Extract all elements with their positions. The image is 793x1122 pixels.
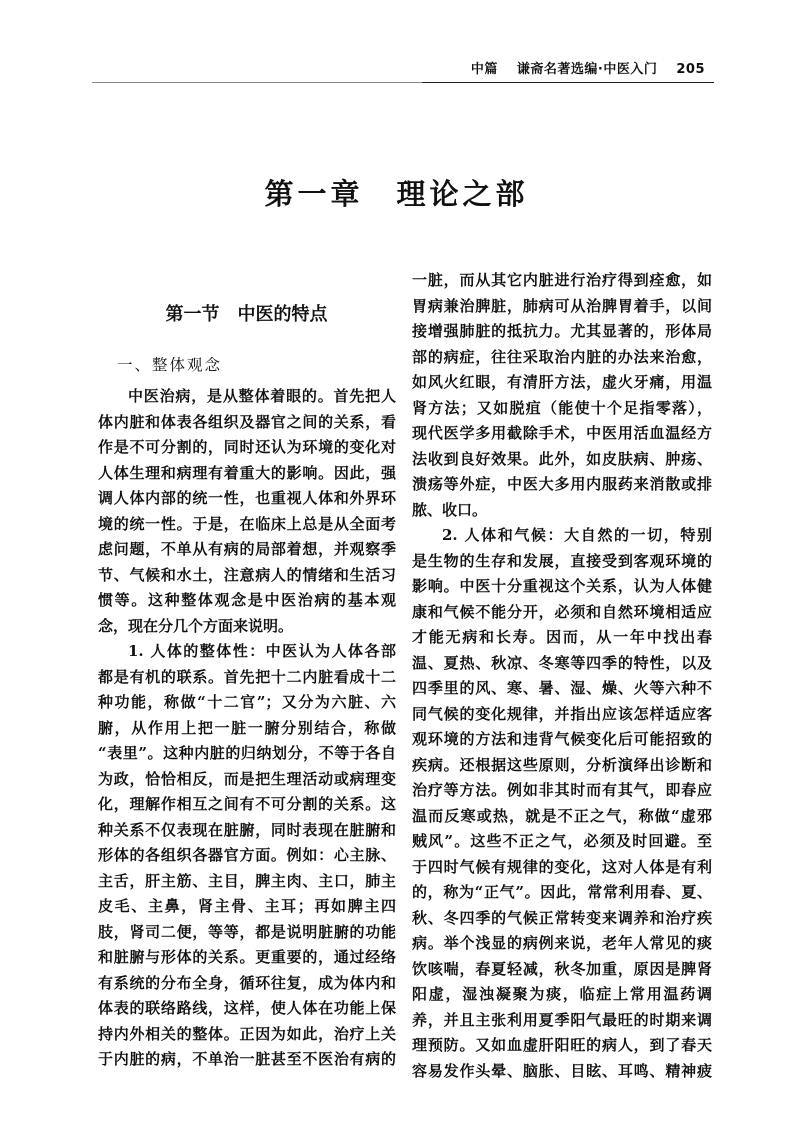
line-text: 四季里的风、寒、暑、湿、燥、火等六种不 xyxy=(412,679,712,697)
line-text: 于内脏的病，不单治一脏甚至不医治有病的 xyxy=(98,1050,396,1068)
line-text: 一脏，而从其它内脏进行治疗得到痊愈，如 xyxy=(412,271,712,289)
line-text: 影响。中医十分重视这个关系，认为人体健 xyxy=(412,577,712,595)
text-line xyxy=(98,410,396,436)
text-line xyxy=(412,1033,712,1059)
line-text: 是生物的生存和发展，直接受到客观环境的 xyxy=(412,551,712,570)
header-rule-faded xyxy=(92,82,422,83)
line-text: 脓、收口。 xyxy=(412,500,488,519)
text-line xyxy=(98,435,396,461)
line-text: 皮毛、主鼻，肾主骨、主耳；再如脾主四 xyxy=(98,897,396,915)
text-line xyxy=(412,472,712,498)
line-text: 体内脏和体表各组织及器官之间的关系，看 xyxy=(98,412,396,431)
line-text: 中医治病，是从整体着眼的。首先把人 xyxy=(128,387,396,405)
text-line xyxy=(412,625,712,651)
header-part: 中篇 xyxy=(470,62,498,77)
item-number: 2. xyxy=(442,526,465,544)
text-line xyxy=(98,1047,396,1073)
text-line xyxy=(98,894,396,920)
line-text: 观环境的方法和违背气候变化后可能招致的 xyxy=(412,730,712,748)
text-line xyxy=(98,741,396,767)
text-line xyxy=(98,690,396,716)
line-text: 境的统一性。于是，在临床上总是从全面考 xyxy=(98,514,396,533)
line-text: 持内外相关的整体。正因为如此，治疗上关 xyxy=(98,1024,396,1043)
text-line xyxy=(412,345,712,371)
text-line xyxy=(98,588,396,614)
line-text: 康和气候不能分开，必须和自然环境相适应 xyxy=(412,602,712,621)
line-text: 现代医学多用截除手术，中医用活血温经方 xyxy=(412,424,712,442)
line-text: 治疗等方法。例如非其时而有其气，即春应 xyxy=(412,781,712,799)
page-number: 205 xyxy=(676,62,705,77)
text-line xyxy=(412,982,712,1008)
text-line xyxy=(98,537,396,563)
text-line xyxy=(98,716,396,742)
line-text: 阳虚，湿浊凝聚为痰，临症上常用温药调 xyxy=(412,985,712,1003)
text-line xyxy=(412,447,712,473)
line-text: 主舌，肝主筋、主目，脾主肉、主口，肺主 xyxy=(98,871,396,890)
text-line xyxy=(412,931,712,957)
header-book-title: 谦斋名著选编·中医入门 xyxy=(516,62,658,77)
text-line xyxy=(98,512,396,538)
line-text: 和脏腑与形体的关系。更重要的，通过经络 xyxy=(98,948,396,966)
line-text: 作是不可分割的，同时还认为环境的变化对 xyxy=(98,438,396,456)
text-line xyxy=(412,523,712,549)
line-text: 虑问题，不单从有病的局部着想，并观察季 xyxy=(98,540,396,558)
line-text: 接增强肺脏的抵抗力。尤其显著的，形体局 xyxy=(412,322,712,340)
line-text: 有系统的分布全身，循环往复，成为体内和 xyxy=(98,973,396,992)
line-text: 病。举个浅显的病例来说，老年人常见的痰 xyxy=(412,934,712,952)
text-line xyxy=(412,294,712,320)
line-text: 为政，恰恰相反，而是把生理活动或病理变 xyxy=(98,769,396,788)
left-text-column xyxy=(98,384,396,1073)
line-text: 溃疡等外症，中医大多用内服药来消散或排 xyxy=(412,475,712,493)
line-text: 调人体内部的统一性，也重视人体和外界环 xyxy=(98,489,396,507)
text-line xyxy=(98,665,396,691)
line-text: 如风火红眼，有清肝方法，虚火牙痛，用温 xyxy=(412,373,712,391)
line-text: 体表的联络路线，这样，使人体在功能上保 xyxy=(98,999,396,1017)
subsection-title: 一、整体观念 xyxy=(117,356,223,374)
line-text: 同气候的变化规律，并指出应该怎样适应客 xyxy=(412,704,712,723)
text-line xyxy=(98,384,396,410)
text-line xyxy=(98,767,396,793)
text-line xyxy=(98,486,396,512)
text-line xyxy=(98,843,396,869)
line-text: 胃病兼治脾脏，肺病可从治脾胃着手，以间 xyxy=(412,296,712,315)
line-text: ：中医认为人体各部 xyxy=(249,642,396,660)
text-line xyxy=(412,370,712,396)
text-line xyxy=(412,855,712,881)
text-line xyxy=(412,829,712,855)
text-line xyxy=(412,498,712,524)
line-text: 容易发作头晕、脑胀、目眩、耳鸣、精神疲 xyxy=(412,1061,712,1080)
text-line xyxy=(412,753,712,779)
line-text: 人体生理和病理有着重大的影响。因此，强 xyxy=(98,463,396,482)
line-text: 饮咳喘，春夏轻减，秋冬加重，原因是脾肾 xyxy=(412,959,712,978)
text-line xyxy=(412,1008,712,1034)
text-line xyxy=(412,651,712,677)
line-text: 化，理解作相互之间有不可分割的关系。这 xyxy=(98,795,396,813)
text-line xyxy=(412,1059,712,1085)
text-line xyxy=(412,268,712,294)
line-text: 部的病症，往往采取治内脏的办法来治愈， xyxy=(412,347,712,366)
chapter-title-text: 第一章 理论之部 xyxy=(264,177,529,211)
line-text: 于四时气候有规律的变化，这对人体是有利 xyxy=(412,857,712,876)
bold-term: 人体的整体性 xyxy=(150,642,250,660)
line-text: 的，称为“正气”。因此，常常利用春、夏、 xyxy=(412,883,712,901)
text-line xyxy=(98,996,396,1022)
text-line xyxy=(98,920,396,946)
text-line xyxy=(412,600,712,626)
line-text: 才能无病和长寿。因而，从一年中找出春 xyxy=(412,628,712,646)
text-line xyxy=(412,727,712,753)
text-line xyxy=(98,971,396,997)
item-number: 1. xyxy=(128,642,151,660)
text-line xyxy=(98,461,396,487)
text-line xyxy=(412,957,712,983)
line-text: ：大自然的一切，特别 xyxy=(547,526,712,544)
text-line xyxy=(98,869,396,895)
right-text-column xyxy=(412,268,712,1084)
line-text: 温、夏热、秋凉、冬寒等四季的特性，以及 xyxy=(412,653,712,672)
text-line xyxy=(412,804,712,830)
text-line xyxy=(98,818,396,844)
line-text: 形体的各组织各器官方面。例如：心主脉、 xyxy=(98,846,396,864)
text-line xyxy=(98,639,396,665)
line-text: 惯等。这种整体观念是中医治病的基本观 xyxy=(98,591,396,609)
text-line xyxy=(412,421,712,447)
chapter-title xyxy=(0,172,793,213)
text-line xyxy=(412,778,712,804)
line-text: 肾方法；又如脱疽（能使十个足指零落）， xyxy=(412,398,712,417)
section-title: 第一节 中医的特点 xyxy=(165,304,328,325)
line-text: 贼风”。这些不正之气，必须及时回避。至 xyxy=(412,832,712,850)
text-line xyxy=(412,549,712,575)
text-line xyxy=(98,1022,396,1048)
text-line xyxy=(98,614,396,640)
line-text: 秋、冬四季的气候正常转变来调养和治疗疾 xyxy=(412,908,712,927)
text-line xyxy=(412,396,712,422)
line-text: 种关系不仅表现在脏腑，同时表现在脏腑和 xyxy=(98,820,396,839)
text-line xyxy=(412,319,712,345)
line-text: 念，现在分几个方面来说明。 xyxy=(98,616,294,635)
line-text: 法收到良好效果。此外，如皮肤病、肿疡、 xyxy=(412,449,712,468)
line-text: 种功能，称做“十二官”；又分为六脏、六 xyxy=(98,693,396,711)
line-text: “表里”。这种内脏的归纳划分，不等于各自 xyxy=(98,744,396,762)
line-text: 肢，肾司二便，等等，都是说明脏腑的功能 xyxy=(98,922,396,941)
line-text: 温而反寒或热，就是不正之气，称做“虚邪 xyxy=(412,806,712,825)
text-line xyxy=(412,574,712,600)
bold-term: 人体和气候 xyxy=(464,526,548,544)
text-line xyxy=(412,676,712,702)
text-line xyxy=(412,702,712,728)
text-line xyxy=(412,906,712,932)
line-text: 理预防。又如血虚肝阳旺的病人，到了春天 xyxy=(412,1036,712,1054)
line-text: 养，并且主张利用夏季阳气最旺的时期来调 xyxy=(412,1010,712,1029)
text-line xyxy=(98,792,396,818)
text-line xyxy=(98,945,396,971)
line-text: 节、气候和水土，注意病人的情绪和生活习 xyxy=(98,565,396,584)
running-header xyxy=(471,58,705,77)
line-text: 都是有机的联系。首先把十二内脏看成十二 xyxy=(98,667,396,686)
text-line xyxy=(412,880,712,906)
line-text: 疾病。还根据这些原则，分析演绎出诊断和 xyxy=(412,755,712,774)
line-text: 腑，从作用上把一脏一腑分别结合，称做 xyxy=(98,718,396,737)
text-line xyxy=(98,563,396,589)
